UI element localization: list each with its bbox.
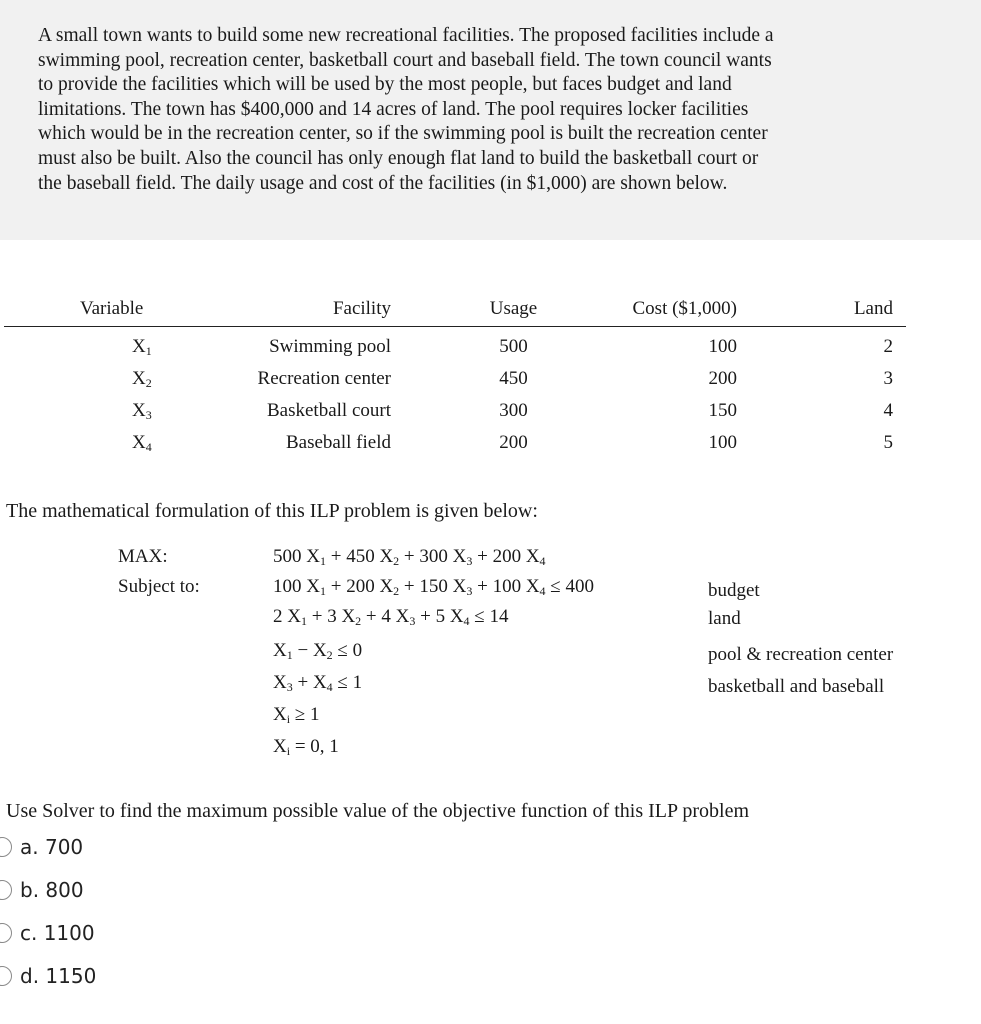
- radio-icon[interactable]: [0, 966, 12, 986]
- table-row-cost: 100: [708, 432, 737, 453]
- subject-to-label: Subject to:: [118, 576, 200, 597]
- courts-constraint: $X_3 + X_4 \le 1$: [273, 672, 363, 694]
- formulation-intro: The mathematical formulation of this ILP problem is given below:: [6, 500, 538, 522]
- problem-line: which would be in the recreation center, so if the swimming pool is built the recreation center: [38, 123, 768, 145]
- problem-line: must also be built. Also the council has only enough flat land to build the basketball court or: [38, 147, 759, 169]
- table-row-cost: 100: [708, 336, 737, 357]
- choice-label: c. 1100: [20, 921, 95, 945]
- max-label: MAX:: [118, 546, 168, 567]
- radio-icon[interactable]: [0, 837, 12, 857]
- radio-icon[interactable]: [0, 880, 12, 900]
- note-land: land: [708, 608, 741, 629]
- header-facility: Facility: [332, 298, 391, 319]
- table-row-facility: Basketball court: [267, 400, 391, 421]
- binary-constraint: $X_i = 0$, 1: [273, 736, 339, 758]
- pool-constraint: $X_1 - X_2 \le 0$: [273, 640, 363, 662]
- problem-line: to provide the facilities which will be used by the most people, but faces budget and land: [38, 74, 732, 96]
- choice-c[interactable]: [0, 918, 95, 948]
- table-row-variable: $X_4$: [132, 432, 152, 454]
- choice-d[interactable]: [0, 961, 96, 991]
- table-row-facility: Baseball field: [286, 432, 391, 453]
- land-constraint: 2 $X_1 + 3$ $X_2 + 4$ $X_3 + 5$ $X_4 \le 14$: [273, 606, 509, 628]
- choice-label: b. 800: [20, 878, 84, 902]
- problem-line: limitations. The town has $400,000 and 14 acres of land. The pool requires locker facilities: [38, 98, 749, 120]
- table-row-usage: 300: [499, 400, 528, 421]
- question-text: Use Solver to find the maximum possible value of the objective function of this ILP problem: [6, 800, 750, 822]
- problem-paragraph: [38, 24, 958, 196]
- table-row-variable: $X_1$: [132, 336, 152, 358]
- choice-label: a. 700: [20, 835, 84, 859]
- table-row-facility: Swimming pool: [269, 336, 391, 357]
- facility-table: [0, 290, 981, 465]
- ilp-model: [0, 540, 981, 770]
- objective-function: 500 $X_1 + 450$ $X_2 + 300$ $X_3 + 200$ $X_4$: [273, 546, 546, 568]
- note-budget: budget: [708, 580, 760, 601]
- table-row-usage: 450: [499, 368, 528, 389]
- table-row-land: 5: [883, 432, 893, 453]
- header-cost: Cost ($1,000): [632, 298, 737, 319]
- note-courts: basketball and baseball: [708, 676, 885, 697]
- table-row-land: 4: [883, 400, 893, 421]
- table-row-usage: 200: [499, 432, 528, 453]
- choice-label: d. 1150: [20, 964, 97, 988]
- table-row-land: 2: [883, 336, 893, 357]
- note-pool: pool & recreation center: [708, 644, 894, 665]
- choice-a[interactable]: [0, 832, 83, 862]
- problem-line: the baseball field. The daily usage and cost of the facilities (in $1,000) are shown below.: [38, 172, 728, 194]
- table-row-cost: 200: [708, 368, 737, 389]
- table-row-land: 3: [883, 368, 893, 389]
- table-row-facility: Recreation center: [257, 368, 391, 389]
- choice-b[interactable]: [0, 875, 84, 905]
- header-usage: Usage: [489, 298, 538, 319]
- header-variable: Variable: [80, 298, 144, 319]
- table-row-cost: 150: [708, 400, 737, 421]
- lower-bound-constraint: $X_i \ge 1$: [273, 704, 320, 726]
- header-land: Land: [853, 298, 893, 319]
- table-row-variable: $X_2$: [132, 368, 152, 390]
- table-row-usage: 500: [499, 336, 528, 357]
- budget-constraint: 100 $X_1 + 200$ $X_2 + 150$ $X_3 + 100$ $X_4 \le 400$: [273, 576, 594, 598]
- radio-icon[interactable]: [0, 923, 12, 943]
- problem-line: A small town wants to build some new recreational facilities. The proposed facilities include a: [38, 25, 774, 46]
- problem-statement: [0, 0, 981, 240]
- table-row-variable: $X_3$: [132, 400, 152, 422]
- problem-line: swimming pool, recreation center, basketball court and baseball field. The town council wants: [38, 49, 772, 71]
- header-divider: [4, 326, 906, 327]
